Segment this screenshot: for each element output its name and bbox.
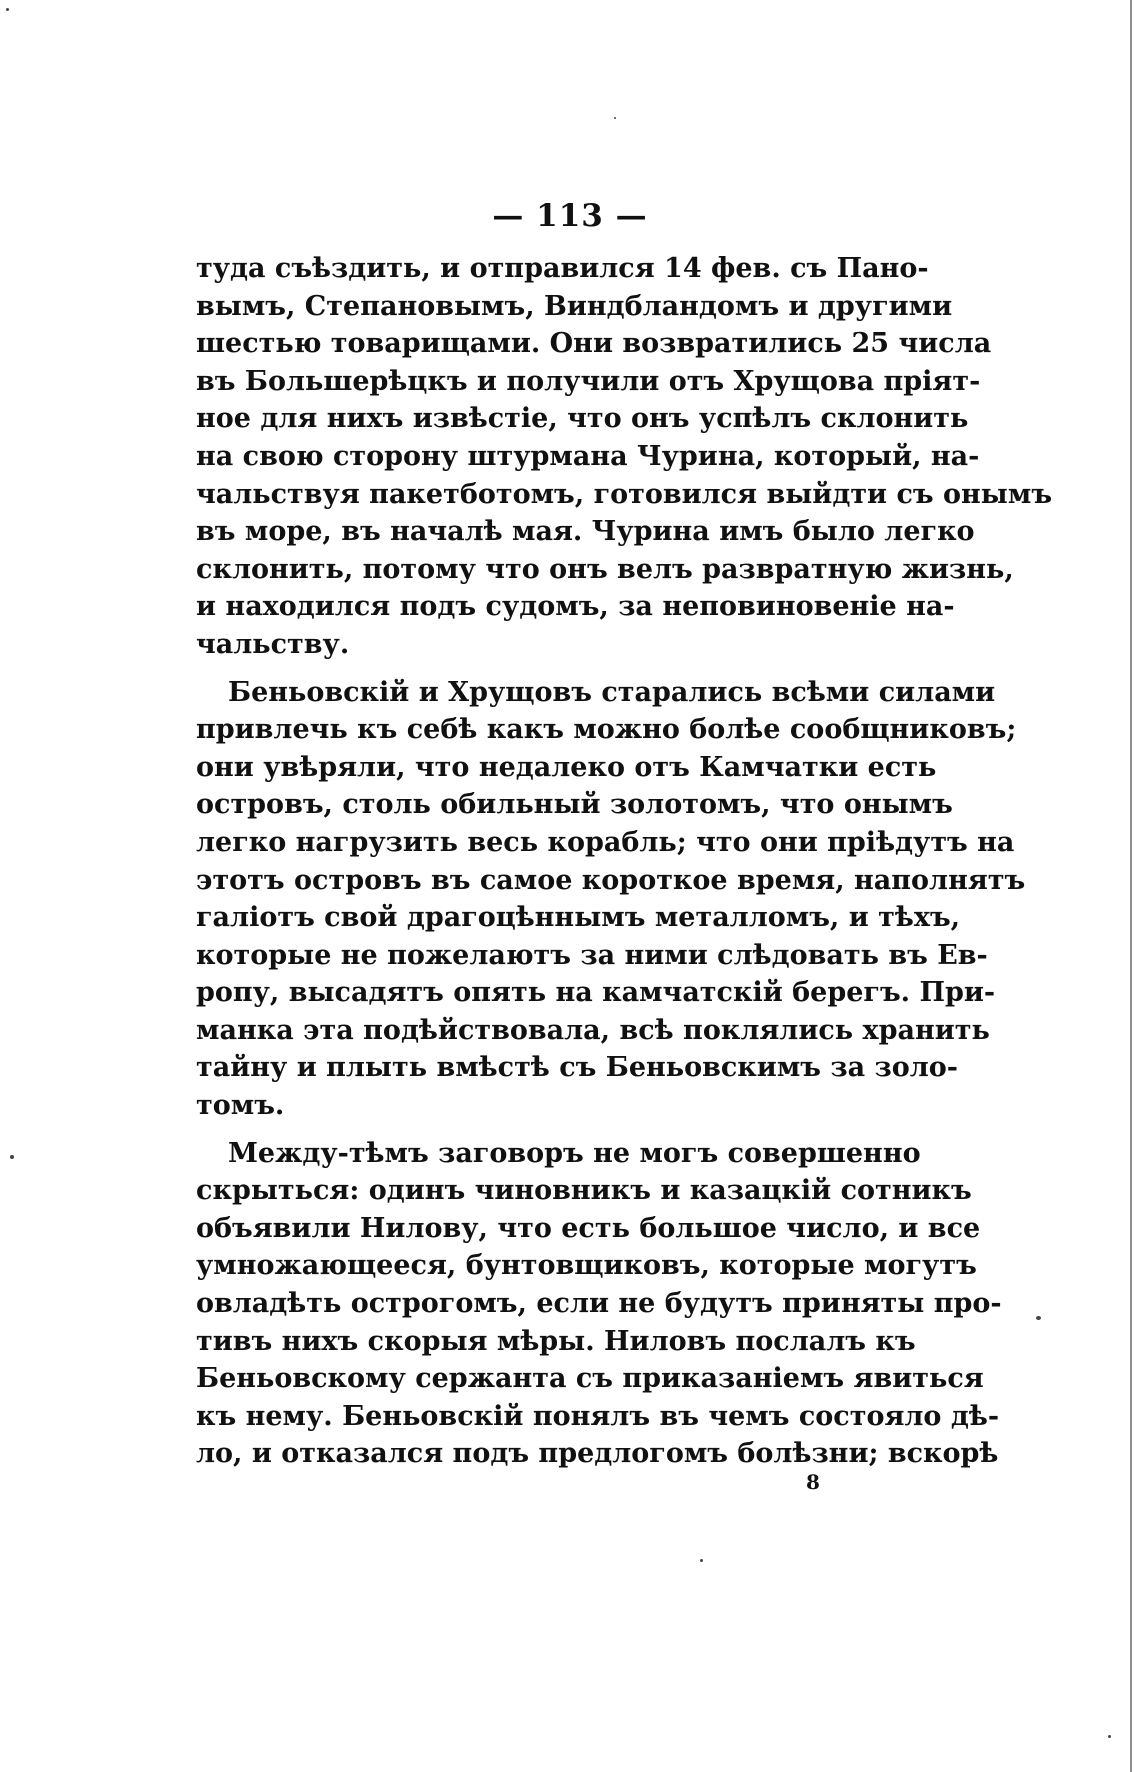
text-line: Беньовскій и Хрущовъ старались всѣми силами (228, 676, 996, 708)
page-edge-rule (1130, 0, 1132, 1772)
scan-speck (614, 117, 616, 119)
scan-speck (6, 8, 9, 11)
text-line: манка эта подѣйствовала, всѣ поклялись хранить (196, 1014, 990, 1046)
text-line: туда съѣздить, и отправился 14 фев. съ Пано- (196, 253, 929, 284)
paragraph-3 (196, 1135, 1002, 1473)
text-line: Беньовскому сержанта съ приказаніемъ явиться (196, 1363, 984, 1395)
text-line: чальству. (196, 628, 350, 660)
text-line: галіотъ свой драгоцѣннымъ металломъ, и тѣхъ, (196, 902, 961, 934)
text-line: которые не пожелаютъ за ними слѣдовать въ Ев- (196, 939, 988, 971)
text-line: этотъ островъ въ самое короткое время, наполнятъ (196, 864, 1026, 896)
text-line: и находился подъ судомъ, за неповиновеніе на- (196, 591, 955, 623)
paragraph-gap (196, 664, 886, 674)
body-text (196, 250, 1053, 1473)
text-line: чальствуя пакетботомъ, готовился выйдти съ онымъ (196, 478, 1053, 510)
text-line: въ море, въ началѣ мая. Чурина имъ было легко (196, 516, 975, 548)
text-line: ло, и отказался подъ предлогомъ болѣзни; вскорѣ (196, 1438, 999, 1470)
page-number: — 113 — (492, 198, 648, 234)
scan-speck (700, 1559, 703, 1562)
scan-speck (1108, 1735, 1111, 1738)
paragraph-2 (196, 674, 1026, 1125)
text-line: овладѣть острогомъ, если не будутъ приняты про- (196, 1288, 1002, 1320)
text-line: на свою сторону штурмана Чурина, который, на- (196, 440, 980, 472)
paragraph-gap (196, 1125, 886, 1135)
scan-speck (10, 1155, 14, 1159)
scan-speck (1036, 1316, 1041, 1320)
text-line: умножающееся, бунтовщиковъ, которые могутъ (196, 1250, 977, 1282)
text-line: вымъ, Степановымъ, Виндбландомъ и другими (196, 290, 953, 322)
text-line: склонить, потому что онъ велъ развратную жизнь, (196, 553, 1014, 585)
text-line: они увѣряли, что недалеко отъ Камчатки есть (196, 751, 937, 783)
text-line: шестью товарищами. Они возвратились 25 числа (196, 328, 992, 360)
text-line: къ нему. Беньовскій понялъ въ чемъ состояло дѣ- (196, 1400, 1000, 1432)
text-line: тайну и плыть вмѣстѣ съ Беньовскимъ за золо- (196, 1052, 958, 1084)
paragraph-1 (196, 250, 1053, 664)
text-line: ропу, высадятъ опять на камчатскій берегъ. При- (196, 977, 996, 1009)
text-line: томъ. (196, 1090, 285, 1122)
text-line: ное для нихъ извѣстіе, что онъ успѣлъ склонить (196, 403, 969, 435)
text-line: тивъ нихъ скорыя мѣры. Ниловъ послалъ къ (196, 1325, 916, 1357)
text-line: Между-тѣмъ заговоръ не могъ совершенно (228, 1137, 921, 1169)
text-line: привлечь къ себѣ какъ можно болѣе сообщниковъ; (196, 714, 1017, 746)
text-line: островъ, столь обильный золотомъ, что онымъ (196, 789, 953, 821)
text-line: легко нагрузить весь корабль; что они прiѣдутъ на (196, 826, 1015, 858)
signature-mark: 8 (806, 1470, 820, 1494)
text-line: въ Большерѣцкъ и получили отъ Хрущова пріят- (196, 365, 981, 397)
text-line: скрыться: одинъ чиновникъ и казацкій сотникъ (196, 1175, 972, 1207)
text-line: объявили Нилову, что есть большое число, и все (196, 1212, 981, 1244)
